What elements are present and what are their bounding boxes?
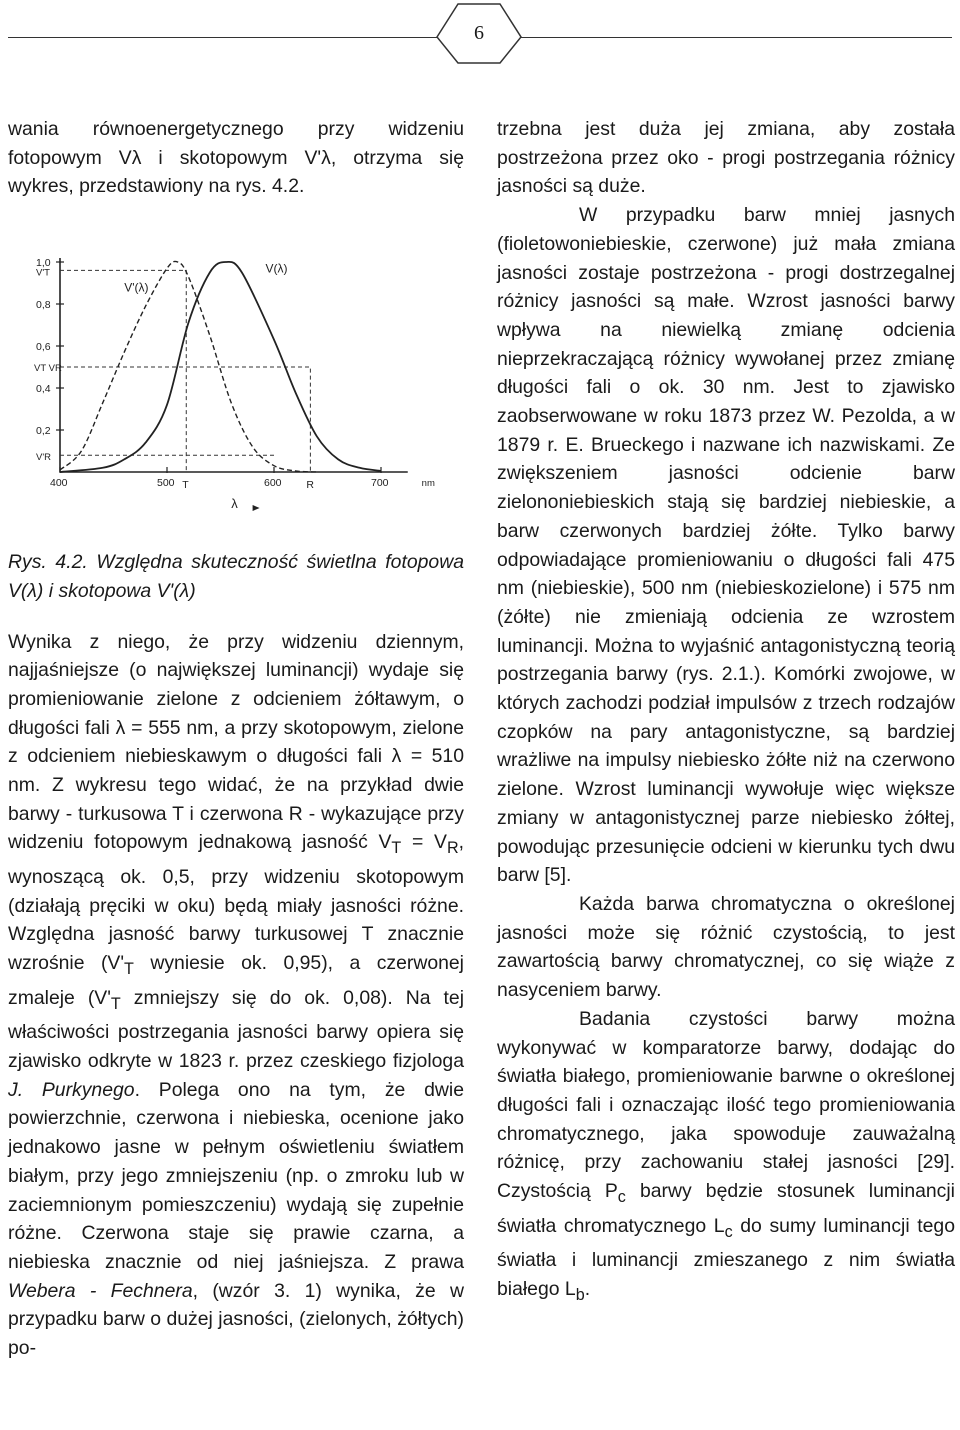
right-paragraph-2: W przypadku barw mniej jasnych (fioletowoniebieskie, czerwone) już mała zmiana jasności zostaje postrzeżona - progi dostrzegalnej różnicy jasności są małe. Wzrost jasności barwy wpływa na niewielką zmianę odcienia nieprzekraczającą różnicy wywołanej przez zmianę długości fali o ok. 30 nm. Jest to zjawisko zaobserwowane w roku 1873 przez W. Pezolda, a w 1879 r. E. Brueckego i nazwane ich nazwiskami. Ze zwiększeniem jasności odcienie barw zielononiebieskich stają się bardziej niebieskie, a barw czerwonych bardziej żółte. Tylko barwy odpowiadające promieniowaniu o długości fali 475 nm (niebieskie), 500 nm (niebieskozielone) i 575 nm (żółte) nie zmieniają odcienia ze wzrostem luminancji. Można to wyjaśnić antagonistyczną teorią postrzegania barwy (rys. 2.1.). Komórki zwojowe, w których zachodzi podział impulsów z trzech rodzajów czopków na pary antagonistyczne, są bardziej wrażliwe na impulsy niebiesko żółte niż na czerwono zielone. Wzrost luminancji wywołuje więc większe zmiany w antagonistycznej parze niebiesko żółtej, powodując przesunięcie odcieni w kierunku tych dwu barw [5]. [497,204,955,887]
y-tick-label: 0,4 [36,383,51,395]
left-column [8,115,464,1363]
y-tick-label: 0,2 [36,425,51,437]
page-number-badge [436,1,522,65]
weber-fechner-name: Webera - Fechnera [8,1279,193,1302]
x-tick-label: 500 [157,477,175,489]
lambda-label: λ [231,496,238,511]
y-tick-label: 1,0 [36,257,51,269]
right-paragraph-1: trzebna jest duża jej zmiana, aby została postrzeżona przez oko - progi postrzegania różnicy jasności są duże. [497,118,955,198]
x-tick-label: 600 [264,477,282,489]
curve-label-scotopic: V'(λ) [124,280,149,295]
x-tick-label: 400 [50,477,68,489]
y-mark-vt-prime: V'T [36,267,50,279]
figure-caption: Rys. 4.2. Względna skuteczność świetlna fotopowa V(λ) i skotopowa V'(λ) [8,551,464,602]
right-column [497,115,955,1309]
right-paragraph-4: Badania czystości barwy można wykonywać w komparatorze barwy, dodając do światła białego, promieniowanie barwne o określonej długości fali i oznaczając ilość tego promieniowania chromatycznego, jaka spowoduje zauważalną różnicę, przy zachowaniu stałej jasności [29]. Czystością $P_c$ barwy będzie stosunek luminancji światła chromatycznego $L_c$ do sumy luminancji tego światła i luminancji zmieszanego z nim światła białego $L_b$. [497,1007,955,1304]
purkinje-name: J. Purkynego [8,1078,135,1101]
page-number: 6 [474,21,484,44]
y-mark-vr-prime: V'R [36,452,52,464]
y-tick-label: 0,8 [36,299,51,311]
x-unit-label: nm [421,478,435,489]
left-paragraph-2: Wynika z niego, że przy widzeniu dziennym, najjaśniejsze (o największej luminancji) wydaje się promieniowanie zielone z odcieniem żółtawym, o długości fali λ = 555 nm, a przy skotopowym, zielone z odcieniem niebieskawym o długości fali λ = 510 nm. Z wykresu tego widać, że na przykład dwie barwy - turkusowa T i czerwona R - wykazujące przy widzeniu fotopowym jednakową jasność $V_T = V_R$, wynoszącą ok. 0,5, przy widzeniu skotopowym (działają pręciki w oku) będą miały jasności różne. Względna jasność barwy turkusowej T znacznie wzrośnie ($V'_T$ wyniesie ok. 0,95), a czerwonej zmaleje ($V'_T$ zmniejszy się do ok. 0,08). Na tej właściwości postrzegania jasności barwy opiera się zjawisko odkryte w 1823 r. przez czeskiego fizjologa J. Purkynego. Polega ono na tym, że dwie powierzchnie, czerwona i niebieska, ocenione jako jednakowo jasne w pełnym oświetleniu światłem białym, przy jego zmniejszeniu (np. o zmroku lub w zaciemnionym pomieszczeniu) wydają się zupełnie różne. Czerwona staje się prawie czarna, a niebieska znacznie od niej jaśniejsza. Z prawa Webera - Fechnera, (wzór 3. 1) wynika, że w przypadku barw o dużej jasności, (zielonych, żółtych) po- [8,630,465,1360]
x-tick-label: 700 [371,477,389,489]
curve-label-photopic: V(λ) [265,261,288,276]
y-tick-label: 0,6 [36,341,51,353]
right-paragraph-3: Każda barwa chromatyczna o określonej jasności może się różnić czystością, to jest zawartością barwy chromatycznej, co się wiąże z nasyceniem barwy. [497,892,955,1002]
left-paragraph-1: wania równoenergetycznego przy widzeniu fotopowym Vλ i skotopowym V'λ, otrzyma się wykres, przedstawiony na rys. 4.2. [8,118,464,198]
x-mark-r: R [306,479,314,491]
x-mark-t: T [182,479,189,491]
y-mark-vt-vr: VT VR [34,363,62,374]
